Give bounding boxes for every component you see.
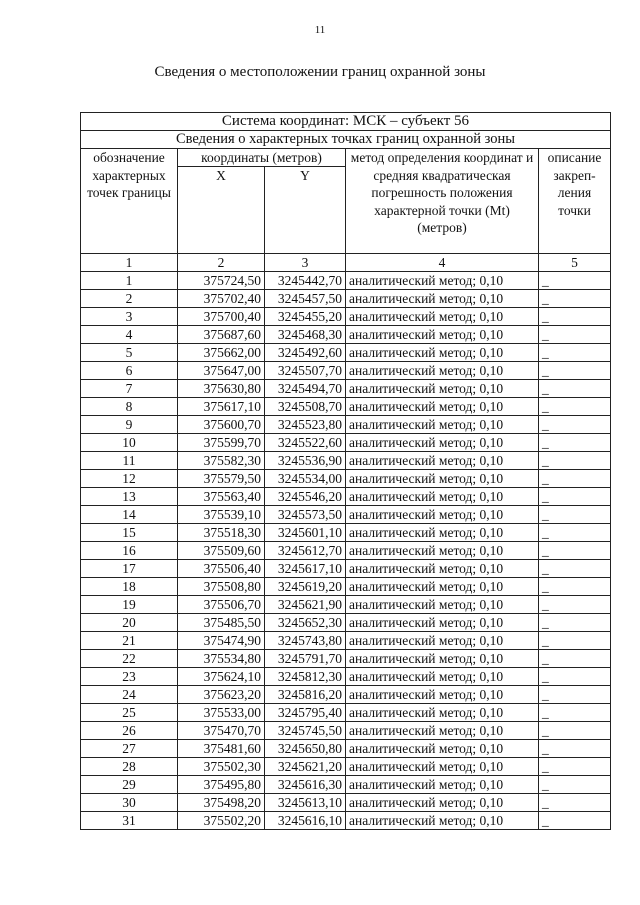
y-coordinate-cell: 3245457,50 xyxy=(265,290,346,308)
point-number-cell: 18 xyxy=(81,578,178,596)
table-row xyxy=(81,452,611,470)
point-number-cell: 26 xyxy=(81,722,178,740)
table-row xyxy=(81,488,611,506)
y-coordinate-cell: 3245795,40 xyxy=(265,704,346,722)
coordinates-table xyxy=(80,112,611,830)
description-cell: _ xyxy=(539,614,611,632)
section-caption: Сведения о характерных точках границ охранной зоны xyxy=(81,131,611,149)
description-cell: _ xyxy=(539,290,611,308)
x-coordinate-cell: 375508,80 xyxy=(178,578,265,596)
method-cell: аналитический метод; 0,10 xyxy=(346,650,539,668)
y-coordinate-cell: 3245612,70 xyxy=(265,542,346,560)
point-number-cell: 29 xyxy=(81,776,178,794)
table-row xyxy=(81,740,611,758)
table-row xyxy=(81,524,611,542)
method-cell: аналитический метод; 0,10 xyxy=(346,524,539,542)
y-coordinate-cell: 3245601,10 xyxy=(265,524,346,542)
description-cell: _ xyxy=(539,650,611,668)
description-cell: _ xyxy=(539,488,611,506)
method-cell: аналитический метод; 0,10 xyxy=(346,506,539,524)
header-y: Y xyxy=(265,167,346,254)
point-number-cell: 28 xyxy=(81,758,178,776)
point-number-cell: 31 xyxy=(81,812,178,830)
method-cell: аналитический метод; 0,10 xyxy=(346,758,539,776)
y-coordinate-cell: 3245619,20 xyxy=(265,578,346,596)
table-row xyxy=(81,704,611,722)
table-row xyxy=(81,290,611,308)
y-coordinate-cell: 3245534,00 xyxy=(265,470,346,488)
description-cell: _ xyxy=(539,776,611,794)
table-row xyxy=(81,308,611,326)
table-row xyxy=(81,326,611,344)
column-number: 5 xyxy=(539,254,611,272)
point-number-cell: 13 xyxy=(81,488,178,506)
table-row xyxy=(81,758,611,776)
point-number-cell: 24 xyxy=(81,686,178,704)
document-title: Сведения о местоположении границ охранной зоны xyxy=(154,64,486,80)
table-row xyxy=(81,812,611,830)
description-cell: _ xyxy=(539,326,611,344)
method-cell: аналитический метод; 0,10 xyxy=(346,326,539,344)
y-coordinate-cell: 3245743,80 xyxy=(265,632,346,650)
x-coordinate-cell: 375481,60 xyxy=(178,740,265,758)
description-cell: _ xyxy=(539,452,611,470)
table-row xyxy=(81,668,611,686)
header-method: метод определения координат и средняя квадратическая погрешность положения характерной точки (Mt) (метров) xyxy=(346,149,539,254)
description-cell: _ xyxy=(539,740,611,758)
y-coordinate-cell: 3245507,70 xyxy=(265,362,346,380)
point-number-cell: 7 xyxy=(81,380,178,398)
method-cell: аналитический метод; 0,10 xyxy=(346,344,539,362)
description-cell: _ xyxy=(539,524,611,542)
description-cell: _ xyxy=(539,794,611,812)
point-number-cell: 23 xyxy=(81,668,178,686)
y-coordinate-cell: 3245492,60 xyxy=(265,344,346,362)
description-cell: _ xyxy=(539,506,611,524)
page-number: 11 xyxy=(314,24,326,36)
point-number-cell: 9 xyxy=(81,416,178,434)
method-cell: аналитический метод; 0,10 xyxy=(346,596,539,614)
x-coordinate-cell: 375474,90 xyxy=(178,632,265,650)
x-coordinate-cell: 375502,20 xyxy=(178,812,265,830)
x-coordinate-cell: 375623,20 xyxy=(178,686,265,704)
y-coordinate-cell: 3245613,10 xyxy=(265,794,346,812)
table-row xyxy=(81,632,611,650)
y-coordinate-cell: 3245546,20 xyxy=(265,488,346,506)
x-coordinate-cell: 375700,40 xyxy=(178,308,265,326)
header-coordinates: координаты (метров) xyxy=(178,149,346,167)
y-coordinate-cell: 3245616,10 xyxy=(265,812,346,830)
description-cell: _ xyxy=(539,722,611,740)
method-cell: аналитический метод; 0,10 xyxy=(346,398,539,416)
description-cell: _ xyxy=(539,686,611,704)
table-row xyxy=(81,614,611,632)
method-cell: аналитический метод; 0,10 xyxy=(346,560,539,578)
method-cell: аналитический метод; 0,10 xyxy=(346,434,539,452)
y-coordinate-cell: 3245791,70 xyxy=(265,650,346,668)
method-cell: аналитический метод; 0,10 xyxy=(346,722,539,740)
x-coordinate-cell: 375470,70 xyxy=(178,722,265,740)
point-number-cell: 11 xyxy=(81,452,178,470)
x-coordinate-cell: 375662,00 xyxy=(178,344,265,362)
point-number-cell: 5 xyxy=(81,344,178,362)
point-number-cell: 3 xyxy=(81,308,178,326)
x-coordinate-cell: 375506,70 xyxy=(178,596,265,614)
description-cell: _ xyxy=(539,380,611,398)
point-number-cell: 10 xyxy=(81,434,178,452)
method-cell: аналитический метод; 0,10 xyxy=(346,704,539,722)
x-coordinate-cell: 375498,20 xyxy=(178,794,265,812)
x-coordinate-cell: 375617,10 xyxy=(178,398,265,416)
column-number-row xyxy=(81,254,611,272)
header-point-designation: обозначение характерных точек границы xyxy=(81,149,178,254)
x-coordinate-cell: 375582,30 xyxy=(178,452,265,470)
y-coordinate-cell: 3245573,50 xyxy=(265,506,346,524)
table-row xyxy=(81,596,611,614)
method-cell: аналитический метод; 0,10 xyxy=(346,362,539,380)
x-coordinate-cell: 375702,40 xyxy=(178,290,265,308)
y-coordinate-cell: 3245508,70 xyxy=(265,398,346,416)
description-cell: _ xyxy=(539,272,611,290)
point-number-cell: 27 xyxy=(81,740,178,758)
x-coordinate-cell: 375509,60 xyxy=(178,542,265,560)
y-coordinate-cell: 3245455,20 xyxy=(265,308,346,326)
x-coordinate-cell: 375534,80 xyxy=(178,650,265,668)
method-cell: аналитический метод; 0,10 xyxy=(346,470,539,488)
description-cell: _ xyxy=(539,632,611,650)
x-coordinate-cell: 375485,50 xyxy=(178,614,265,632)
description-cell: _ xyxy=(539,668,611,686)
point-number-cell: 30 xyxy=(81,794,178,812)
point-number-cell: 15 xyxy=(81,524,178,542)
description-cell: _ xyxy=(539,578,611,596)
table-row xyxy=(81,794,611,812)
y-coordinate-cell: 3245812,30 xyxy=(265,668,346,686)
point-number-cell: 6 xyxy=(81,362,178,380)
point-number-cell: 12 xyxy=(81,470,178,488)
x-coordinate-cell: 375506,40 xyxy=(178,560,265,578)
table-row xyxy=(81,416,611,434)
method-cell: аналитический метод; 0,10 xyxy=(346,416,539,434)
column-number: 4 xyxy=(346,254,539,272)
header-x: X xyxy=(178,167,265,254)
x-coordinate-cell: 375600,70 xyxy=(178,416,265,434)
column-number: 2 xyxy=(178,254,265,272)
table-body xyxy=(81,272,611,830)
x-coordinate-cell: 375533,00 xyxy=(178,704,265,722)
method-cell: аналитический метод; 0,10 xyxy=(346,812,539,830)
method-cell: аналитический метод; 0,10 xyxy=(346,272,539,290)
y-coordinate-cell: 3245616,30 xyxy=(265,776,346,794)
method-cell: аналитический метод; 0,10 xyxy=(346,668,539,686)
description-cell: _ xyxy=(539,398,611,416)
x-coordinate-cell: 375502,30 xyxy=(178,758,265,776)
method-cell: аналитический метод; 0,10 xyxy=(346,614,539,632)
method-cell: аналитический метод; 0,10 xyxy=(346,290,539,308)
y-coordinate-cell: 3245522,60 xyxy=(265,434,346,452)
table-row xyxy=(81,578,611,596)
x-coordinate-cell: 375563,40 xyxy=(178,488,265,506)
y-coordinate-cell: 3245617,10 xyxy=(265,560,346,578)
y-coordinate-cell: 3245621,90 xyxy=(265,596,346,614)
description-cell: _ xyxy=(539,308,611,326)
point-number-cell: 22 xyxy=(81,650,178,668)
x-coordinate-cell: 375579,50 xyxy=(178,470,265,488)
description-cell: _ xyxy=(539,362,611,380)
method-cell: аналитический метод; 0,10 xyxy=(346,380,539,398)
method-cell: аналитический метод; 0,10 xyxy=(346,452,539,470)
point-number-cell: 8 xyxy=(81,398,178,416)
table-row xyxy=(81,344,611,362)
point-number-cell: 20 xyxy=(81,614,178,632)
table-row xyxy=(81,398,611,416)
method-cell: аналитический метод; 0,10 xyxy=(346,578,539,596)
y-coordinate-cell: 3245468,30 xyxy=(265,326,346,344)
y-coordinate-cell: 3245745,50 xyxy=(265,722,346,740)
method-cell: аналитический метод; 0,10 xyxy=(346,686,539,704)
method-cell: аналитический метод; 0,10 xyxy=(346,794,539,812)
method-cell: аналитический метод; 0,10 xyxy=(346,632,539,650)
method-cell: аналитический метод; 0,10 xyxy=(346,308,539,326)
description-cell: _ xyxy=(539,542,611,560)
method-cell: аналитический метод; 0,10 xyxy=(346,488,539,506)
table-row xyxy=(81,470,611,488)
header-description: описание закреп-ления точки xyxy=(539,149,611,254)
description-cell: _ xyxy=(539,704,611,722)
table-row xyxy=(81,776,611,794)
table-row xyxy=(81,272,611,290)
x-coordinate-cell: 375539,10 xyxy=(178,506,265,524)
point-number-cell: 2 xyxy=(81,290,178,308)
table-row xyxy=(81,362,611,380)
table-row xyxy=(81,434,611,452)
x-coordinate-cell: 375624,10 xyxy=(178,668,265,686)
description-cell: _ xyxy=(539,470,611,488)
y-coordinate-cell: 3245494,70 xyxy=(265,380,346,398)
column-number: 1 xyxy=(81,254,178,272)
description-cell: _ xyxy=(539,758,611,776)
description-cell: _ xyxy=(539,434,611,452)
column-number: 3 xyxy=(265,254,346,272)
point-number-cell: 17 xyxy=(81,560,178,578)
point-number-cell: 4 xyxy=(81,326,178,344)
point-number-cell: 16 xyxy=(81,542,178,560)
y-coordinate-cell: 3245650,80 xyxy=(265,740,346,758)
x-coordinate-cell: 375647,00 xyxy=(178,362,265,380)
y-coordinate-cell: 3245536,90 xyxy=(265,452,346,470)
table-row xyxy=(81,686,611,704)
x-coordinate-cell: 375495,80 xyxy=(178,776,265,794)
description-cell: _ xyxy=(539,812,611,830)
description-cell: _ xyxy=(539,596,611,614)
point-number-cell: 14 xyxy=(81,506,178,524)
table-row xyxy=(81,542,611,560)
table-row xyxy=(81,650,611,668)
y-coordinate-cell: 3245442,70 xyxy=(265,272,346,290)
point-number-cell: 19 xyxy=(81,596,178,614)
x-coordinate-cell: 375599,70 xyxy=(178,434,265,452)
x-coordinate-cell: 375630,80 xyxy=(178,380,265,398)
point-number-cell: 1 xyxy=(81,272,178,290)
y-coordinate-cell: 3245652,30 xyxy=(265,614,346,632)
table-row xyxy=(81,722,611,740)
method-cell: аналитический метод; 0,10 xyxy=(346,740,539,758)
description-cell: _ xyxy=(539,416,611,434)
coordinate-system-caption: Система координат: МСК – субъект 56 xyxy=(81,113,611,131)
x-coordinate-cell: 375518,30 xyxy=(178,524,265,542)
y-coordinate-cell: 3245816,20 xyxy=(265,686,346,704)
point-number-cell: 21 xyxy=(81,632,178,650)
y-coordinate-cell: 3245523,80 xyxy=(265,416,346,434)
table-row xyxy=(81,560,611,578)
point-number-cell: 25 xyxy=(81,704,178,722)
method-cell: аналитический метод; 0,10 xyxy=(346,776,539,794)
table-row xyxy=(81,380,611,398)
description-cell: _ xyxy=(539,560,611,578)
y-coordinate-cell: 3245621,20 xyxy=(265,758,346,776)
description-cell: _ xyxy=(539,344,611,362)
x-coordinate-cell: 375687,60 xyxy=(178,326,265,344)
x-coordinate-cell: 375724,50 xyxy=(178,272,265,290)
table-row xyxy=(81,506,611,524)
method-cell: аналитический метод; 0,10 xyxy=(346,542,539,560)
